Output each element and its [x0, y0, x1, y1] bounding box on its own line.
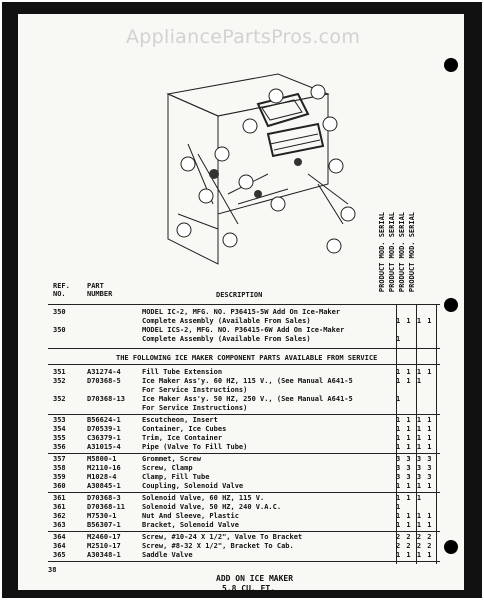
watermark: AppliancePartsPros.com — [126, 26, 361, 48]
column-header: PRODUCT MOD. SERIAL — [378, 212, 386, 293]
table-row: 364 M2510-17 Screw, #8-32 X 1/2", Bracket To Cab. 2 2 2 2 — [53, 542, 433, 550]
column-header: PRODUCT MOD. SERIAL — [398, 212, 406, 293]
table-row: 355 C36379-1 Trim, Ice Container 1 1 1 1 — [53, 434, 433, 442]
parts-list-page — [18, 14, 464, 590]
table-row: 362 M7530-1 Nut And Sleeve, Plastic 1 1 1 1 — [53, 512, 433, 520]
cabinet-side — [168, 94, 218, 264]
table-row: 356 A31015-4 Pipe (Valve To Fill Tube) 1 1 1 1 — [53, 443, 433, 451]
table-row: 359 M1028-4 Clamp, Fill Tube 3 3 3 3 — [53, 473, 433, 481]
ref-no-header: REF. NO. — [53, 282, 70, 298]
table-row: 354 D70539-1 Container, Ice Cubes 1 1 1 1 — [53, 425, 433, 433]
table-row: 350 MODEL ICS-2, MFG. NO. P36415-6W Add On Ice-Maker — [53, 326, 345, 334]
model-column-headers — [378, 212, 440, 293]
table-row: 358 M2110-16 Screw, Clamp 3 3 3 3 — [53, 464, 433, 472]
divider — [48, 453, 440, 454]
section-title: THE FOLLOWING ICE MAKER COMPONENT PARTS AVAILABLE FROM SERVICE — [116, 354, 378, 362]
table-row: 364 M2460-17 Screw, #10-24 X 1/2", Valve To Bracket 2 2 2 2 — [53, 533, 433, 541]
table-row: 361 D70368-11 Solenoid Valve, 50 HZ, 240 V.A.C. 1 — [53, 503, 402, 511]
divider — [48, 364, 440, 365]
page-number: 38 — [48, 566, 57, 574]
divider — [48, 561, 440, 562]
table-row: 353 B56624-1 Escutcheon, Insert 1 1 1 1 — [53, 416, 433, 424]
table-row: 360 A30845-1 Coupling, Solenoid Valve 1 1 1 1 — [53, 482, 433, 490]
exploded-diagram — [158, 54, 388, 293]
divider — [48, 414, 440, 415]
footer-subtitle: 5.8 CU. FT. — [222, 584, 275, 590]
column-header: PRODUCT MOD. SERIAL — [388, 212, 396, 293]
table-row: 363 B56307-1 Bracket, Solenoid Valve 1 1 1 1 — [53, 521, 433, 529]
table-row: 352 D70368-13 Ice Maker Ass'y. 50 HZ, 250 V., (See Manual A641-5 1 — [53, 395, 402, 403]
ice-maker-assembly — [268, 124, 323, 156]
description-header: DESCRIPTION — [216, 291, 263, 299]
divider — [48, 531, 440, 532]
table-row: 350 MODEL IC-2, MFG. NO. P36415-5W Add On Ice-Maker — [53, 308, 341, 316]
table-row: 352 D70368-5 Ice Maker Ass'y. 60 HZ, 115 V., (See Manual A641-5 1 1 1 — [53, 377, 423, 385]
table-row: 357 M5800-1 Grommet, Screw 3 3 3 3 — [53, 455, 433, 463]
table-row: For Service Instructions) — [142, 404, 248, 412]
divider — [48, 304, 440, 305]
table-row: 365 A30348-1 Saddle Valve 1 1 1 1 — [53, 551, 433, 559]
divider — [48, 492, 440, 493]
divider — [48, 348, 440, 349]
table-row: Complete Assembly (Available From Sales) 1 — [142, 335, 402, 343]
table-row: Complete Assembly (Available From Sales) 1 1 1 1 — [142, 317, 433, 325]
part-number-header: PART NUMBER — [87, 282, 113, 298]
binder-hole — [444, 58, 458, 72]
table-row: 361 D70368-3 Solenoid Valve, 60 HZ, 115 V. 1 1 1 — [53, 494, 423, 502]
footer-title: ADD ON ICE MAKER — [216, 574, 294, 583]
column-header: PRODUCT MOD. SERIAL — [408, 212, 416, 293]
table-row: 351 A31274-4 Fill Tube Extension 1 1 1 1 — [53, 368, 433, 376]
table-row: For Service Instructions) — [142, 386, 248, 394]
